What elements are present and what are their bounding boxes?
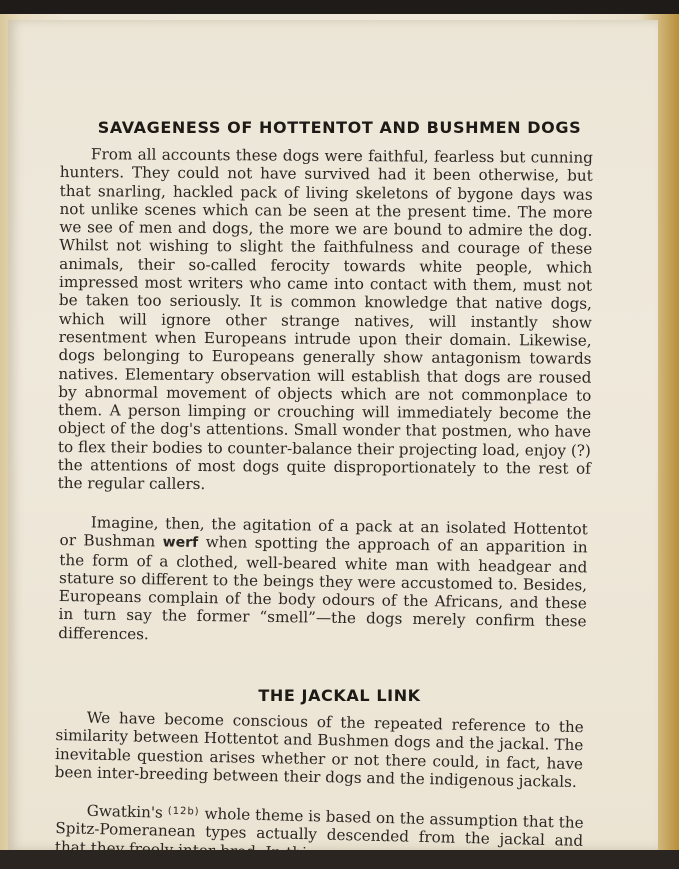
- background-edge: [0, 0, 679, 14]
- section-heading-savageness: SAVAGENESS OF HOTTENTOT AND BUSHMEN DOGS: [97, 118, 582, 137]
- section-heading-jackal-link: THE JACKAL LINK: [258, 686, 421, 705]
- reference-marker: (12b): [167, 805, 200, 818]
- paragraph-text: when spotting the approach of an apparition in the form of a clothed, well-beared white man with headgear and stature so different to the beings they were accustomed to. Besides, Europeans complain of the body odours of the Africans, and these in turn say the former “smell”—the dogs merely confirm these differences.: [58, 533, 588, 644]
- paragraph-text: Imagine, then, the agitation of a pack at an isolated Hottentot or Bushman: [59, 513, 588, 551]
- paragraph-savageness: From all accounts these dogs were faithful, fearless but cunning hunters. They could not have survived had it been otherwise, but that snarling, hackled pack of living skeletons of bygone days was not unlike scenes which can be seen at the present time. The more we see of men and dogs, the more we are bound to admire the dog. Whilst not wishing to slight the faithfulness and courage of these animals, their so-called ferocity towards white people, which impressed most writers who came into contact with them, must not be taken too seriously. It is common knowledge that native dogs, which will ignore other strange natives, will instantly show resentment when Europeans intrude upon their domain. Likewise, dogs belonging to Europeans generally show antagonism towards natives. Elementary observation will establish that dogs are roused by abnormal movement of objects which are not commonplace to them. A person limping or crouching will immediately become the object of the dog's attentions. Small wonder that postmen, who have to flex their bodies to counter-balance their projecting load, enjoy (?) the attentions of most dogs quite disproportionately to the rest of the regular callers.: [57, 145, 593, 494]
- paragraph-text: Gwatkin's: [86, 801, 164, 822]
- paragraph-gwatkin: [55, 800, 584, 869]
- paragraph-jackal-similarity: We have become conscious of the repeated reference to the similarity between Hottentot and Bushmen dogs and the jackal. The inevitable question arises whether or not there could, in fact, have been inter-breeding between their dogs and the indigenous jackals.: [54, 708, 584, 791]
- bold-term-werf: werf: [162, 534, 199, 552]
- paragraph-text: whole theme is based on the assumption that the Spitz-Pomeranean types actually descended from the jackal and that they freely inter-bred. In this: [54, 804, 584, 862]
- paragraph-imagine: [58, 513, 588, 649]
